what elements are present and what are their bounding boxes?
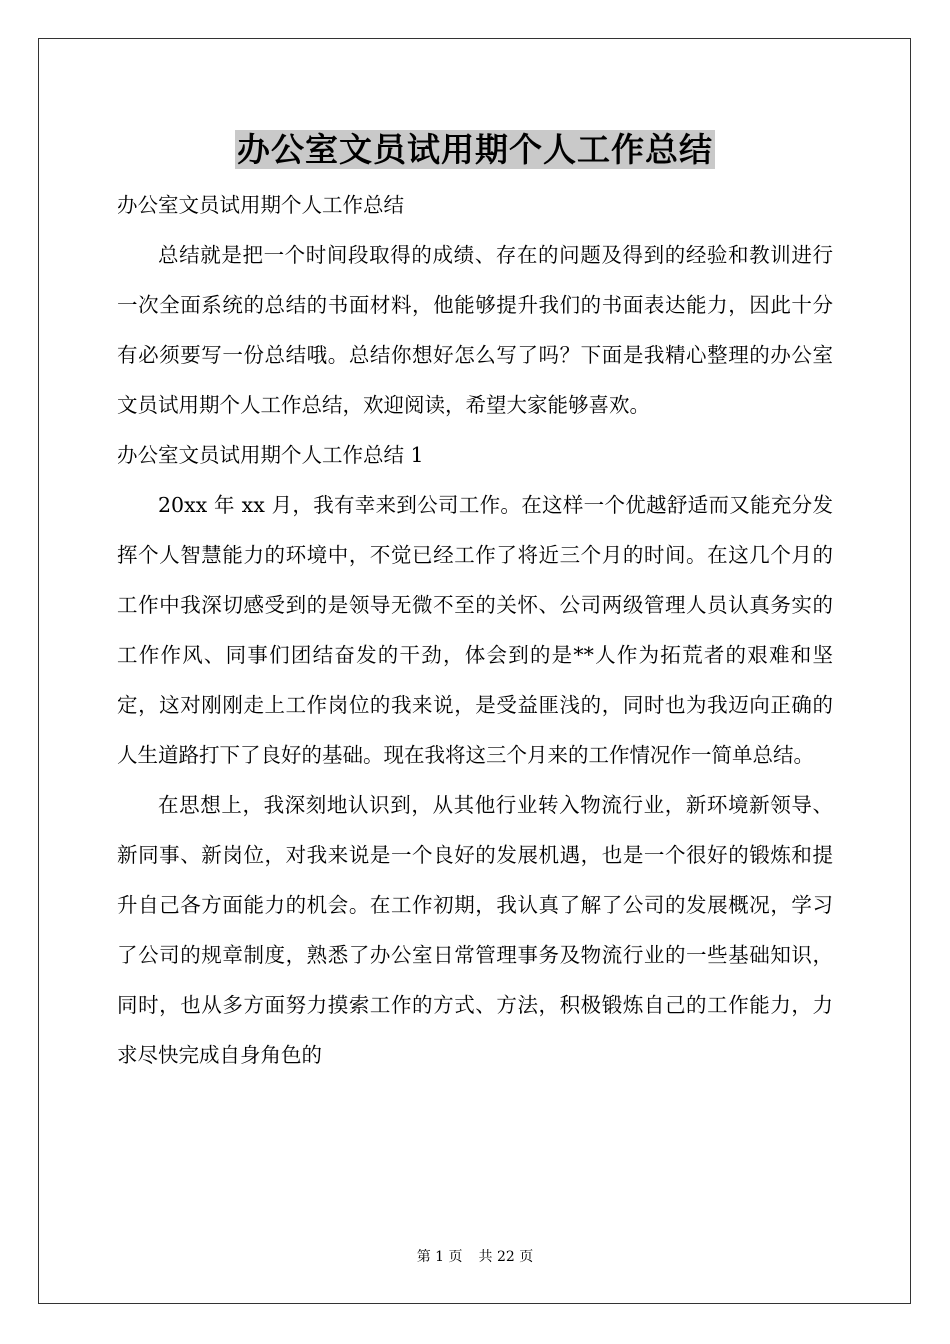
document-body <box>117 180 833 1080</box>
page-number: 第 1 页 <box>416 1249 463 1265</box>
document-title: 办公室文员试用期个人工作总结 <box>237 130 713 169</box>
page-footer <box>0 1246 950 1266</box>
paragraph-subtitle: 办公室文员试用期个人工作总结 <box>117 193 404 217</box>
paragraph-body-1: 20xx 年 xx 月，我有幸来到公司工作。在这样一个优越舒适而又能充分发挥个人智慧能力的环境中，不觉已经工作了将近三个月的时间。在这几个月的工作中我深切感受到的是领导无微不至的关怀、公司两级管理人员认真务实的工作作风、同事们团结奋发的干劲，体会到的是**人作为拓荒者的艰难和坚定，这对刚刚走上工作岗位的我来说，是受益匪浅的，同时也为我迈向正确的人生道路打下了良好的基础。现在我将这三个月来的工作情况作一简单总结。 <box>117 493 833 767</box>
page-total: 共 22 页 <box>478 1249 534 1265</box>
document-title-wrap <box>0 128 950 172</box>
paragraph-intro: 总结就是把一个时间段取得的成绩、存在的问题及得到的经验和教训进行一次全面系统的总结的书面材料，他能够提升我们的书面表达能力，因此十分有必须要写一份总结哦。总结你想好怎么写了吗？下面是我精心整理的办公室文员试用期个人工作总结，欢迎阅读，希望大家能够喜欢。 <box>117 243 833 417</box>
paragraph-body-2: 在思想上，我深刻地认识到，从其他行业转入物流行业，新环境新领导、新同事、新岗位，对我来说是一个良好的发展机遇，也是一个很好的锻炼和提升自己各方面能力的机会。在工作初期，我认真了解了公司的发展概况，学习了公司的规章制度，熟悉了办公室日常管理事务及物流行业的一些基础知识，同时，也从多方面努力摸索工作的方式、方法，积极锻炼自己的工作能力，力求尽快完成自身角色的 <box>117 793 833 1067</box>
section-heading-1: 办公室文员试用期个人工作总结 1 <box>117 443 424 467</box>
